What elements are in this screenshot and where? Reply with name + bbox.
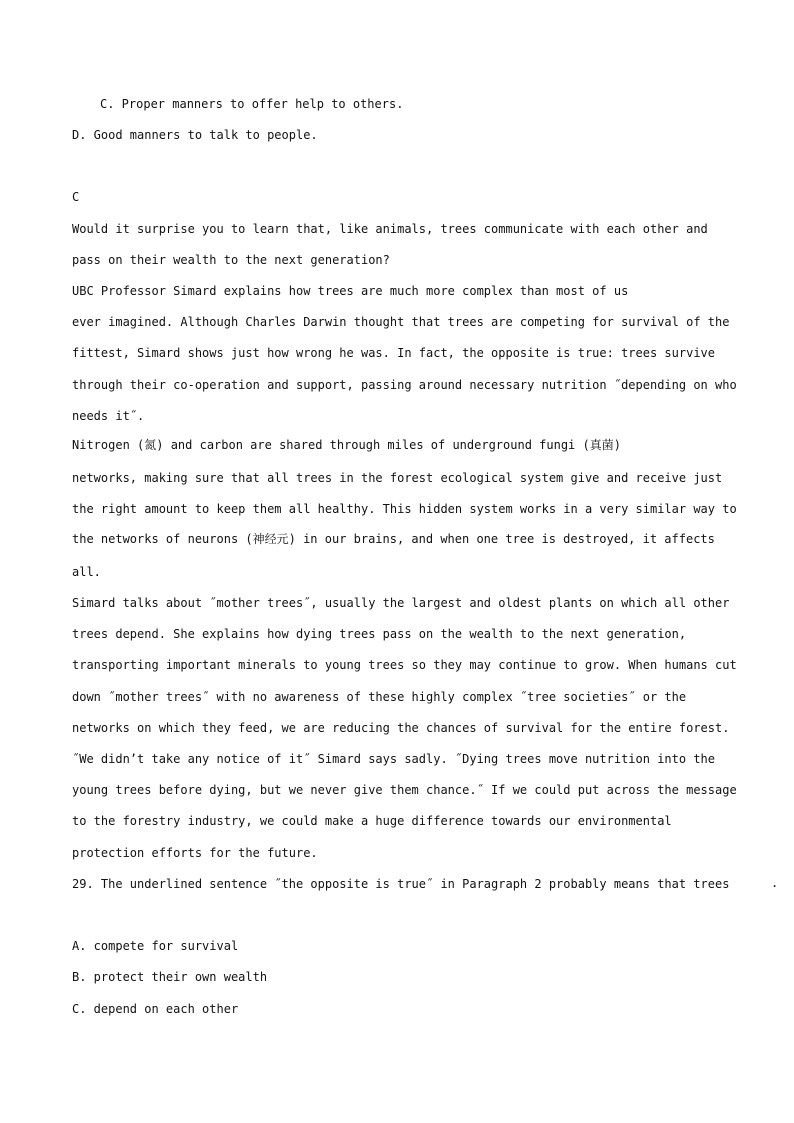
passage-line: all. [72,565,101,579]
passage-line: the networks of neurons (神经元) in our brains, and when one tree is destroyed, it affects [72,532,715,546]
passage-line: young trees before dying, but we never give them chance.˝ If we could put across the message [72,783,737,797]
previous-option-c: C. Proper manners to offer help to others. [100,97,404,111]
passage-line: transporting important minerals to young trees so they may continue to grow. When humans cut [72,658,737,672]
passage-line: ever imagined. Although Charles Darwin thought that trees are competing for survival of the [72,315,730,329]
passage-line: UBC Professor Simard explains how trees are much more complex than most of us [72,284,629,298]
passage-line: networks, making sure that all trees in the forest ecological system give and receive just [72,471,723,485]
passage-line: pass on their wealth to the next generation? [72,253,390,267]
question-blank-end: . [771,876,779,890]
passage-line: to the forestry industry, we could make a huge difference towards our environmental [72,814,672,828]
previous-option-d: D. Good manners to talk to people. [72,128,318,142]
passage-line: networks on which they feed, we are reducing the chances of survival for the entire forest. [72,721,730,735]
passage-line: through their co-operation and support, passing around necessary nutrition ˝depending on who [72,378,737,392]
passage-line: Would it surprise you to learn that, like animals, trees communicate with each other and [72,222,708,236]
passage-line: fittest, Simard shows just how wrong he was. In fact, the opposite is true: trees survive [72,346,715,360]
answer-option-a[interactable]: A. compete for survival [72,939,239,953]
passage-line: down ˝mother trees˝ with no awareness of these highly complex ˝tree societies˝ or the [72,690,687,704]
passage-line: protection efforts for the future. [72,846,318,860]
passage-line: ˝We didn’t take any notice of it˝ Simard says sadly. ˝Dying trees move nutrition into the [72,752,715,766]
passage-line: the right amount to keep them all healthy. This hidden system works in a very similar way to [72,502,737,516]
passage-label: C [72,190,80,204]
answer-option-b[interactable]: B. protect their own wealth [72,970,268,984]
question-stem: 29. The underlined sentence ˝the opposite is true˝ in Paragraph 2 probably means that trees [72,877,730,891]
passage-line: Simard talks about ˝mother trees˝, usually the largest and oldest plants on which all other [72,596,730,610]
passage-line: Nitrogen (氮) and carbon are shared through miles of underground fungi (真菌) [72,438,621,452]
passage-line: needs it˝. [72,409,145,423]
passage-line: trees depend. She explains how dying trees pass on the wealth to the next generation, [72,627,687,641]
answer-option-c[interactable]: C. depend on each other [72,1002,239,1016]
